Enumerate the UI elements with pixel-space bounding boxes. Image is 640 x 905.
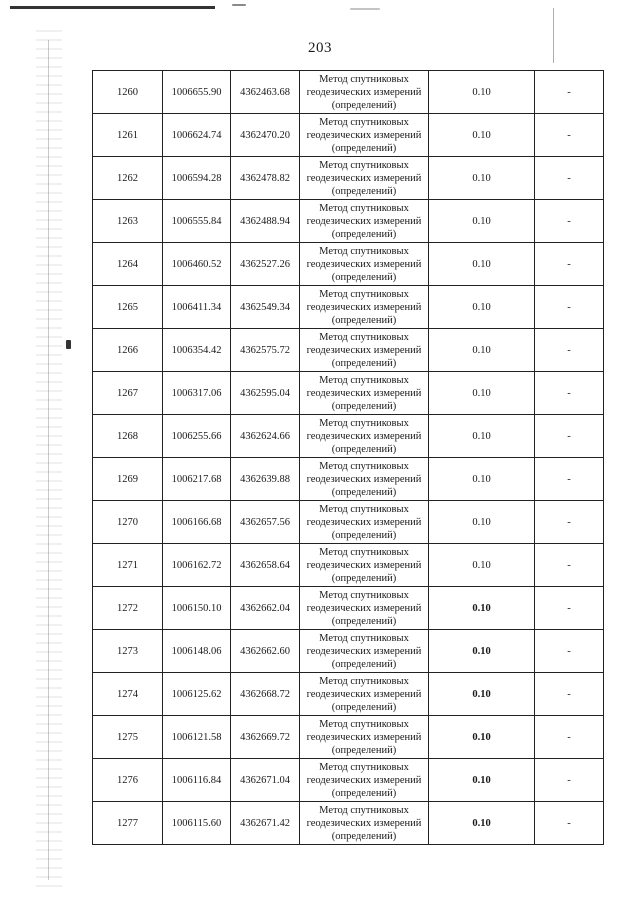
- method-cell: [300, 544, 429, 587]
- method-text-line: (определений): [331, 787, 397, 799]
- method-text-line: (определений): [331, 228, 397, 240]
- point-number-cell: 1276: [93, 759, 163, 802]
- y-coordinate-cell: 4362478.82: [231, 157, 300, 200]
- table-row: [93, 114, 604, 157]
- method-text-line: геодезических измерений: [306, 645, 422, 657]
- scan-artifact-top-line: [10, 6, 215, 9]
- accuracy-cell: 0.10: [429, 802, 535, 845]
- x-coordinate-cell: 1006555.84: [163, 200, 231, 243]
- method-text-line: (определений): [331, 615, 397, 627]
- x-coordinate-cell: 1006460.52: [163, 243, 231, 286]
- method-text-line: геодезических измерений: [306, 215, 422, 227]
- method-text-line: (определений): [331, 744, 397, 756]
- point-number-cell: 1273: [93, 630, 163, 673]
- table-row: [93, 71, 604, 114]
- method-cell: [300, 329, 429, 372]
- method-text-line: геодезических измерений: [306, 473, 422, 485]
- method-text-line: геодезических измерений: [306, 86, 422, 98]
- accuracy-cell: 0.10: [429, 759, 535, 802]
- method-text-line: (определений): [331, 658, 397, 670]
- y-coordinate-cell: 4362658.64: [231, 544, 300, 587]
- method-text-line: Метод спутниковых: [319, 761, 409, 773]
- method-cell: [300, 458, 429, 501]
- note-cell: -: [535, 716, 604, 759]
- x-coordinate-cell: 1006354.42: [163, 329, 231, 372]
- accuracy-cell: 0.10: [429, 114, 535, 157]
- note-cell: -: [535, 372, 604, 415]
- note-cell: -: [535, 587, 604, 630]
- x-coordinate-cell: 1006121.58: [163, 716, 231, 759]
- method-text-line: Метод спутниковых: [319, 632, 409, 644]
- accuracy-cell: 0.10: [429, 673, 535, 716]
- y-coordinate-cell: 4362669.72: [231, 716, 300, 759]
- method-text-line: (определений): [331, 314, 397, 326]
- method-text-line: (определений): [331, 486, 397, 498]
- y-coordinate-cell: 4362639.88: [231, 458, 300, 501]
- y-coordinate-cell: 4362662.60: [231, 630, 300, 673]
- table-row: [93, 243, 604, 286]
- note-cell: -: [535, 157, 604, 200]
- method-cell: [300, 759, 429, 802]
- accuracy-cell: 0.10: [429, 415, 535, 458]
- y-coordinate-cell: 4362549.34: [231, 286, 300, 329]
- point-number-cell: 1277: [93, 802, 163, 845]
- table-row: [93, 673, 604, 716]
- note-cell: -: [535, 200, 604, 243]
- coordinates-table: [92, 70, 604, 845]
- accuracy-cell: 0.10: [429, 458, 535, 501]
- page-number: 203: [308, 40, 332, 56]
- table-row: [93, 544, 604, 587]
- accuracy-cell: 0.10: [429, 716, 535, 759]
- method-cell: [300, 802, 429, 845]
- point-number-cell: 1263: [93, 200, 163, 243]
- method-text-line: геодезических измерений: [306, 172, 422, 184]
- coordinates-table-body: [93, 71, 604, 845]
- x-coordinate-cell: 1006411.34: [163, 286, 231, 329]
- accuracy-cell: 0.10: [429, 544, 535, 587]
- method-text-line: геодезических измерений: [306, 258, 422, 270]
- y-coordinate-cell: 4362575.72: [231, 329, 300, 372]
- method-text-line: геодезических измерений: [306, 301, 422, 313]
- method-text-line: Метод спутниковых: [319, 374, 409, 386]
- y-coordinate-cell: 4362488.94: [231, 200, 300, 243]
- method-text-line: (определений): [331, 701, 397, 713]
- point-number-cell: 1270: [93, 501, 163, 544]
- method-text-line: Метод спутниковых: [319, 73, 409, 85]
- x-coordinate-cell: 1006125.62: [163, 673, 231, 716]
- x-coordinate-cell: 1006148.06: [163, 630, 231, 673]
- method-text-line: Метод спутниковых: [319, 417, 409, 429]
- table-row: [93, 716, 604, 759]
- note-cell: -: [535, 544, 604, 587]
- note-cell: -: [535, 286, 604, 329]
- table-row: [93, 372, 604, 415]
- method-text-line: Метод спутниковых: [319, 202, 409, 214]
- method-cell: [300, 71, 429, 114]
- accuracy-cell: 0.10: [429, 501, 535, 544]
- note-cell: -: [535, 329, 604, 372]
- y-coordinate-cell: 4362463.68: [231, 71, 300, 114]
- scan-speck: [232, 4, 246, 6]
- method-text-line: Метод спутниковых: [319, 546, 409, 558]
- method-text-line: Метод спутниковых: [319, 675, 409, 687]
- point-number-cell: 1267: [93, 372, 163, 415]
- method-text-line: геодезических измерений: [306, 387, 422, 399]
- method-text-line: геодезических измерений: [306, 559, 422, 571]
- method-cell: [300, 501, 429, 544]
- scan-speck: [66, 340, 71, 349]
- method-cell: [300, 716, 429, 759]
- method-text-line: (определений): [331, 443, 397, 455]
- note-cell: -: [535, 802, 604, 845]
- y-coordinate-cell: 4362671.42: [231, 802, 300, 845]
- method-text-line: геодезических измерений: [306, 344, 422, 356]
- method-cell: [300, 372, 429, 415]
- x-coordinate-cell: 1006594.28: [163, 157, 231, 200]
- method-text-line: Метод спутниковых: [319, 589, 409, 601]
- method-text-line: Метод спутниковых: [319, 159, 409, 171]
- x-coordinate-cell: 1006217.68: [163, 458, 231, 501]
- method-cell: [300, 286, 429, 329]
- point-number-cell: 1260: [93, 71, 163, 114]
- method-text-line: (определений): [331, 529, 397, 541]
- method-cell: [300, 157, 429, 200]
- table-row: [93, 501, 604, 544]
- method-text-line: геодезических измерений: [306, 731, 422, 743]
- x-coordinate-cell: 1006317.06: [163, 372, 231, 415]
- x-coordinate-cell: 1006655.90: [163, 71, 231, 114]
- y-coordinate-cell: 4362624.66: [231, 415, 300, 458]
- point-number-cell: 1264: [93, 243, 163, 286]
- accuracy-cell: 0.10: [429, 587, 535, 630]
- y-coordinate-cell: 4362671.04: [231, 759, 300, 802]
- x-coordinate-cell: 1006115.60: [163, 802, 231, 845]
- note-cell: -: [535, 114, 604, 157]
- accuracy-cell: 0.10: [429, 243, 535, 286]
- table-row: [93, 329, 604, 372]
- x-coordinate-cell: 1006116.84: [163, 759, 231, 802]
- scan-speck: [350, 8, 380, 10]
- method-text-line: Метод спутниковых: [319, 804, 409, 816]
- note-cell: -: [535, 243, 604, 286]
- accuracy-cell: 0.10: [429, 286, 535, 329]
- method-cell: [300, 673, 429, 716]
- y-coordinate-cell: 4362662.04: [231, 587, 300, 630]
- point-number-cell: 1268: [93, 415, 163, 458]
- y-coordinate-cell: 4362470.20: [231, 114, 300, 157]
- method-text-line: геодезических измерений: [306, 516, 422, 528]
- method-text-line: (определений): [331, 271, 397, 283]
- note-cell: -: [535, 415, 604, 458]
- point-number-cell: 1271: [93, 544, 163, 587]
- method-cell: [300, 243, 429, 286]
- y-coordinate-cell: 4362668.72: [231, 673, 300, 716]
- accuracy-cell: 0.10: [429, 630, 535, 673]
- method-cell: [300, 200, 429, 243]
- method-text-line: (определений): [331, 185, 397, 197]
- table-row: [93, 415, 604, 458]
- accuracy-cell: 0.10: [429, 372, 535, 415]
- accuracy-cell: 0.10: [429, 329, 535, 372]
- method-text-line: Метод спутниковых: [319, 116, 409, 128]
- accuracy-cell: 0.10: [429, 157, 535, 200]
- method-text-line: Метод спутниковых: [319, 331, 409, 343]
- point-number-cell: 1272: [93, 587, 163, 630]
- method-text-line: геодезических измерений: [306, 817, 422, 829]
- method-cell: [300, 630, 429, 673]
- point-number-cell: 1261: [93, 114, 163, 157]
- x-coordinate-cell: 1006166.68: [163, 501, 231, 544]
- method-cell: [300, 114, 429, 157]
- x-coordinate-cell: 1006624.74: [163, 114, 231, 157]
- point-number-cell: 1266: [93, 329, 163, 372]
- table-row: [93, 286, 604, 329]
- method-text-line: Метод спутниковых: [319, 718, 409, 730]
- method-cell: [300, 587, 429, 630]
- y-coordinate-cell: 4362595.04: [231, 372, 300, 415]
- point-number-cell: 1262: [93, 157, 163, 200]
- table-row: [93, 759, 604, 802]
- table-row: [93, 587, 604, 630]
- method-text-line: (определений): [331, 99, 397, 111]
- method-text-line: Метод спутниковых: [319, 288, 409, 300]
- scan-left-margin-line: [48, 40, 49, 880]
- scan-left-margin-noise: [36, 30, 62, 890]
- table-row: [93, 802, 604, 845]
- note-cell: -: [535, 673, 604, 716]
- point-number-cell: 1274: [93, 673, 163, 716]
- method-text-line: (определений): [331, 572, 397, 584]
- note-cell: -: [535, 458, 604, 501]
- note-cell: -: [535, 71, 604, 114]
- x-coordinate-cell: 1006255.66: [163, 415, 231, 458]
- method-text-line: геодезических измерений: [306, 602, 422, 614]
- point-number-cell: 1275: [93, 716, 163, 759]
- table-row: [93, 630, 604, 673]
- method-text-line: (определений): [331, 400, 397, 412]
- method-text-line: геодезических измерений: [306, 688, 422, 700]
- table-row: [93, 157, 604, 200]
- method-text-line: Метод спутниковых: [319, 503, 409, 515]
- method-text-line: (определений): [331, 357, 397, 369]
- point-number-cell: 1269: [93, 458, 163, 501]
- method-text-line: геодезических измерений: [306, 430, 422, 442]
- method-text-line: геодезических измерений: [306, 129, 422, 141]
- method-text-line: (определений): [331, 142, 397, 154]
- y-coordinate-cell: 4362527.26: [231, 243, 300, 286]
- point-number-cell: 1265: [93, 286, 163, 329]
- method-text-line: (определений): [331, 830, 397, 842]
- accuracy-cell: 0.10: [429, 200, 535, 243]
- method-cell: [300, 415, 429, 458]
- note-cell: -: [535, 501, 604, 544]
- method-text-line: Метод спутниковых: [319, 460, 409, 472]
- accuracy-cell: 0.10: [429, 71, 535, 114]
- method-text-line: геодезических измерений: [306, 774, 422, 786]
- table-row: [93, 458, 604, 501]
- x-coordinate-cell: 1006150.10: [163, 587, 231, 630]
- x-coordinate-cell: 1006162.72: [163, 544, 231, 587]
- y-coordinate-cell: 4362657.56: [231, 501, 300, 544]
- table-row: [93, 200, 604, 243]
- method-text-line: Метод спутниковых: [319, 245, 409, 257]
- note-cell: -: [535, 759, 604, 802]
- note-cell: -: [535, 630, 604, 673]
